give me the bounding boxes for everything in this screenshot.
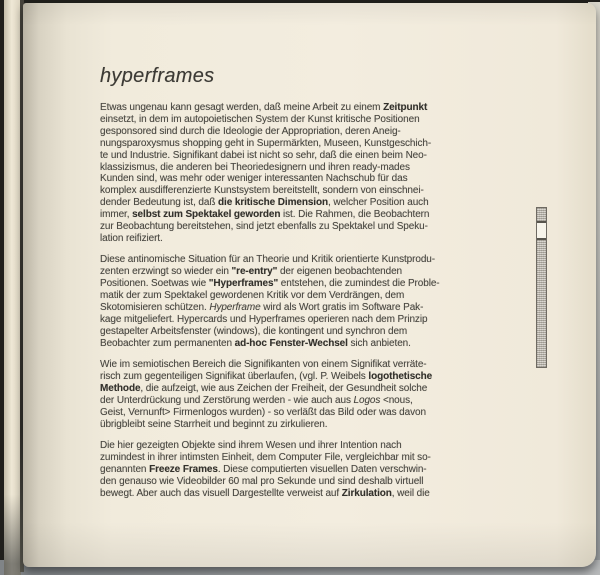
text-line <box>100 452 492 464</box>
text-segment: , weil die <box>391 487 430 499</box>
text-segment: den genauso wie Videobilder 60 mal pro Sekunde und sind deshalb virtuell <box>100 475 424 487</box>
text-segment: matik der zum Spektakel gewordenen Kritik vor dem Verdrängen, dem <box>100 290 405 302</box>
text-segment: Positionen. Soetwas wie <box>100 278 209 290</box>
text-segment: Wie im semiotischen Bereich die Signifikanten von einem Signifikat verräte- <box>100 359 427 371</box>
text-line <box>100 326 492 338</box>
emphasized-text: ad-hoc Fenster-Wechsel <box>234 337 348 349</box>
book-page <box>23 3 596 567</box>
scrollbar-thumb <box>537 221 546 240</box>
text-segment: gesponsored sind durch die Ideologie der Appropriation, deren Aneig- <box>100 125 401 137</box>
text-segment: Geist, Vernunft> Firmenlogos wurden) - so verläßt das Bild oder was davon <box>100 406 426 418</box>
text-line <box>100 464 492 476</box>
text-segment: Kunden sind, was mehr oder weniger interessanten Nachschub für das <box>100 173 408 185</box>
text-segment: klassizismus, die anderen bei Theoriedesignern und ihren ready-mades <box>100 161 410 173</box>
text-segment: zenten erzwingt so wieder ein <box>100 266 232 278</box>
text-segment: übrigbleibt seine Starrheit und beginnt zu zirkulieren. <box>100 418 328 430</box>
text-segment: kage mitgeliefert. Hypercards und Hyperframes operieren nach dem Prinzip <box>100 313 428 325</box>
text-line <box>100 185 492 197</box>
text-line <box>100 314 492 326</box>
text-segment: Beobachter zum permanenten <box>100 337 235 349</box>
text-segment: Skotomisieren schützen. <box>100 302 210 313</box>
text-segment: genannten <box>100 463 150 475</box>
emphasized-text: logothetische <box>368 371 433 383</box>
emphasized-text: "re-entry" <box>231 266 278 278</box>
text-segment: ist. Die Rahmen, die Beobachtern <box>280 209 430 221</box>
paragraph <box>100 440 492 500</box>
text-line <box>100 150 492 162</box>
text-line <box>100 290 492 302</box>
text-line <box>100 233 492 245</box>
text-segment: immer, <box>100 209 133 221</box>
text-line <box>100 254 492 266</box>
text-line <box>100 476 492 488</box>
italic-text: Hyperframe <box>209 302 261 313</box>
text-segment: entstehen, die zumindest die Proble- <box>278 278 440 290</box>
text-segment: risch zum gegenteiligen Signifikat überlaufen, (vgl. P. Weibels <box>100 371 369 383</box>
text-segment: Etwas ungenau kann gesagt werden, daß meine Arbeit zu einem <box>100 102 384 113</box>
text-segment: einsetzt, in dem im autopoietischen System der Kunst kritische Positionen <box>100 113 420 125</box>
text-segment: komplex ausdifferenzierte Kunstsystem bereitstellt, sondern von einschnei- <box>100 185 424 197</box>
text-line <box>100 266 492 278</box>
text-segment: zur Beobachtung bereitstehen, sind jetzt ebenfalls zu Spektakel und Speku- <box>100 221 428 233</box>
emphasized-text: Freeze Frames <box>149 463 218 475</box>
text-line <box>100 114 492 126</box>
emphasized-text: Zirkulation <box>341 487 392 499</box>
paragraph <box>100 359 492 430</box>
text-segment: <nous, <box>380 394 413 406</box>
emphasized-text: selbst zum Spektakel geworden <box>132 209 281 221</box>
text-segment: dender Bedeutung ist, daß <box>100 197 219 209</box>
text-line <box>100 209 492 221</box>
text-segment: der eigenen beobachtenden <box>277 266 402 278</box>
text-segment: . Diese computierten visuellen Daten verschwin- <box>217 463 427 475</box>
text-segment: lation reifiziert. <box>100 232 163 244</box>
text-line <box>100 173 492 185</box>
body-text <box>100 102 492 509</box>
emphasized-text: "Hyperframes" <box>208 278 279 290</box>
text-line <box>100 371 492 383</box>
emphasized-text: Methode <box>100 382 141 394</box>
text-segment: sich anbieten. <box>347 337 411 349</box>
text-line <box>100 395 492 407</box>
text-line <box>100 488 492 500</box>
text-line <box>100 419 492 431</box>
text-line <box>100 278 492 290</box>
text-line <box>100 359 492 371</box>
text-line <box>100 221 492 233</box>
text-line <box>100 102 492 114</box>
text-segment: Die hier gezeigten Objekte sind ihrem Wesen und ihrer Intention nach <box>100 440 402 452</box>
text-segment: der Unterdrückung und Zerstörung werden - wie auch aus <box>100 394 354 406</box>
text-line <box>100 440 492 452</box>
text-line <box>100 126 492 138</box>
text-segment: , welcher Position auch <box>328 197 429 209</box>
emphasized-text: die kritische Dimension <box>218 197 329 209</box>
page-title: hyperframes <box>100 65 215 87</box>
text-segment: zumindest in ihrer intimsten Einheit, dem Computer File, vergleichbar mit so- <box>100 451 431 463</box>
italic-text: Logos <box>353 394 381 406</box>
paragraph <box>100 254 492 349</box>
text-segment: te und Industrie. Signifikant dabei ist nicht so sehr, daß die einen beim Neo- <box>100 149 427 161</box>
paragraph <box>100 102 492 245</box>
text-line <box>100 383 492 395</box>
text-segment: gestapelter Arbeitsfenster (windows), die kontingent und synchron dem <box>100 325 408 337</box>
text-line <box>100 162 492 174</box>
text-line <box>100 138 492 150</box>
scrollbar-graphic <box>536 207 547 368</box>
text-segment: wird als Wort gratis im Software Pak- <box>260 302 424 313</box>
text-line <box>100 338 492 350</box>
text-line <box>100 407 492 419</box>
text-line <box>100 197 492 209</box>
text-segment: Diese antinomische Situation für an Theorie und Kritik orientierte Kunstprodu- <box>100 254 435 266</box>
emphasized-text: Zeitpunkt <box>383 102 428 113</box>
text-segment: , die aufzeigt, wie aus Zeichen der Freiheit, der Gesundheit solche <box>140 382 428 394</box>
text-segment: nungsparoxysmus shopping geht in Supermärkten, Museen, Kunstgeschich- <box>100 137 432 149</box>
text-segment: bewegt. Aber auch das visuell Dargestellte verweist auf <box>100 487 342 499</box>
text-line <box>100 302 492 314</box>
facing-page-edge <box>4 0 21 575</box>
